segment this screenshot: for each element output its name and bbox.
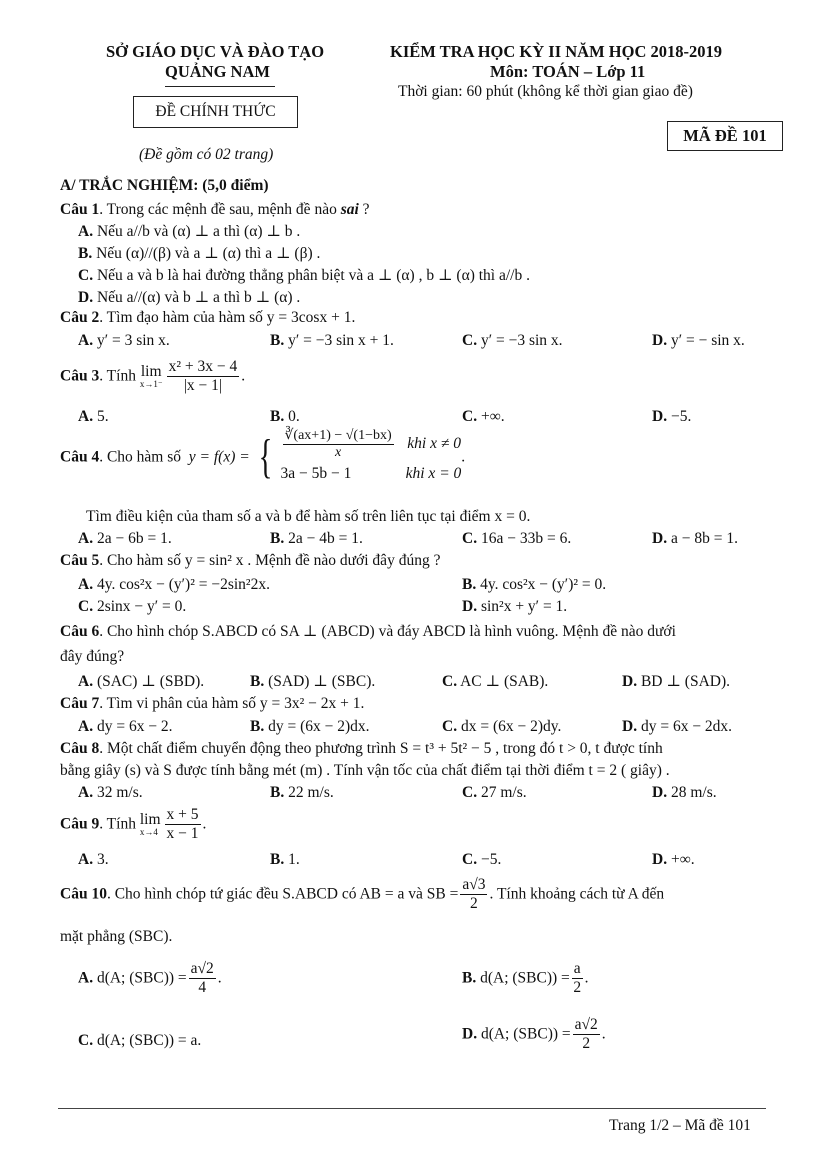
- question-4-option-c: C. 16a − 33b = 6.: [462, 530, 572, 547]
- question-4-task: Tìm điều kiện của tham số a và b để hàm số trên liên tục tại điểm x = 0.: [86, 508, 531, 525]
- province-name: QUẢNG NAM: [165, 62, 270, 81]
- page-footer: Trang 1/2 – Mã đề 101: [609, 1117, 751, 1134]
- question-5-option-d: D. sin²x + y′ = 1.: [462, 598, 568, 615]
- question-4-option-b: B. 2a − 4b = 1.: [270, 530, 363, 547]
- question-8-option-d: D. 28 m/s.: [652, 784, 717, 801]
- question-9-stem: Câu 9. Tính lim x→4 $\frac{x + 5}{x - 1}$ .: [60, 806, 207, 842]
- question-3-fraction: $\frac{\text{x² + 3x − 4}}{|x - 1|}$: [168, 358, 238, 394]
- question-10-option-b: B. d(A; (SBC)) = $\frac{a}{2}$ .: [462, 960, 589, 996]
- header-underline: [165, 86, 275, 87]
- question-6-stem-line1: Câu 6. Cho hình chóp S.ABCD có SA ⊥ (ABCD) và đáy ABCD là hình vuông. Mệnh đề nào dưới: [60, 623, 676, 640]
- question-3-option-b: B. 0.: [270, 408, 300, 425]
- question-10-option-a: A. d(A; (SBC)) = $\frac{a√2}{4}$ .: [78, 960, 222, 996]
- question-6-option-b: B. (SAD) ⊥ (SBC).: [250, 673, 376, 690]
- piecewise-cases: $\frac{∛(ax+1) - √(1-bx)}{x}$ khi x ≠ 0 3a − 5b − 1 khi x = 0: [280, 428, 462, 483]
- question-1-option-c: C. Nếu a và b là hai đường thẳng phân biệt và a ⊥ (α) , b ⊥ (α) thì a//b .: [78, 267, 530, 284]
- question-2-option-c: C. y′ = −3 sin x.: [462, 332, 563, 349]
- question-2-option-d: D. y′ = − sin x.: [652, 332, 745, 349]
- question-2-option-a: A. y′ = 3 sin x.: [78, 332, 170, 349]
- question-6-option-a: A. (SAC) ⊥ (SBD).: [78, 673, 205, 690]
- question-7-option-c: C. dx = (6x − 2)dy.: [442, 718, 562, 735]
- question-8-stem-line1: Câu 8. Một chất điểm chuyển động theo phương trình S = t³ + 5t² − 5 , trong đó t > 0, t được tính: [60, 740, 663, 757]
- footer-divider: [58, 1108, 766, 1109]
- piecewise-brace: {: [258, 430, 273, 484]
- question-8-option-a: A. 32 m/s.: [78, 784, 143, 801]
- question-9-option-d: D. +∞.: [652, 851, 695, 868]
- question-7-stem: Câu 7. Tìm vi phân của hàm số y = 3x² − 2x + 1.: [60, 695, 365, 712]
- question-3-stem: Câu 3. Tính lim x→1⁻ $\frac{\text{x² + 3x − 4}}{|x - 1|}$ .: [60, 358, 246, 394]
- question-6-option-d: D. BD ⊥ (SAD).: [622, 673, 731, 690]
- question-7-option-d: D. dy = 6x − 2dx.: [622, 718, 733, 735]
- pages-note: (Đề gồm có 02 trang): [139, 146, 274, 163]
- question-10-stem-line2: mặt phẳng (SBC).: [60, 928, 173, 945]
- question-10-option-c: C. d(A; (SBC)) = a.: [78, 1032, 202, 1049]
- section-title: A/ TRẮC NGHIỆM: (5,0 điểm): [60, 177, 269, 194]
- question-9-fraction: $\frac{x + 5}{x - 1}$: [166, 806, 199, 842]
- question-3-option-c: C. +∞.: [462, 408, 505, 425]
- department-name: SỞ GIÁO DỤC VÀ ĐÀO TẠO: [106, 42, 325, 61]
- question-4-option-d: D. a − 8b = 1.: [652, 530, 738, 547]
- exam-code-box: [667, 121, 783, 151]
- question-4-option-a: A. 2a − 6b = 1.: [78, 530, 172, 547]
- question-10-stem-line1: Câu 10. Cho hình chóp tứ giác đều S.ABCD có AB = a và SB = $\frac{a√3}{2}$ . Tính khoảng cách từ A đến: [60, 876, 665, 912]
- official-exam-box: [133, 96, 298, 128]
- question-6-stem-line2: đây đúng?: [60, 648, 125, 665]
- question-4-stem: Câu 4. Cho hàm số y = f(x) = { $\frac{∛(ax+1) - √(1-bx)}{x}$ khi x ≠ 0 3a − 5b − 1 khi x = 0 .: [60, 428, 465, 487]
- exam-code-label: MÃ ĐỀ 101: [683, 126, 767, 145]
- exam-title: KIỂM TRA HỌC KỲ II NĂM HỌC 2018-2019: [390, 42, 722, 61]
- question-2-option-b: B. y′ = −3 sin x + 1.: [270, 332, 394, 349]
- question-3-option-a: A. 5.: [78, 408, 109, 425]
- question-1-option-a: A. Nếu a//b và (α) ⊥ a thì (α) ⊥ b .: [78, 223, 301, 240]
- question-1-stem: Câu 1. Trong các mệnh đề sau, mệnh đề nào sai ?: [60, 201, 370, 218]
- question-7-option-b: B. dy = (6x − 2)dx.: [250, 718, 370, 735]
- question-3-option-d: D. −5.: [652, 408, 692, 425]
- question-6-option-c: C. AC ⊥ (SAB).: [442, 673, 549, 690]
- question-7-option-a: A. dy = 6x − 2.: [78, 718, 173, 735]
- question-5-option-c: C. 2sinx − y′ = 0.: [78, 598, 187, 615]
- question-8-option-c: C. 27 m/s.: [462, 784, 527, 801]
- question-5-stem: Câu 5. Cho hàm số y = sin² x . Mệnh đề nào dưới đây đúng ?: [60, 552, 441, 569]
- exam-time: Thời gian: 60 phút (không kể thời gian giao đề): [398, 83, 693, 100]
- question-9-option-a: A. 3.: [78, 851, 109, 868]
- question-1-option-d: D. Nếu a//(α) và b ⊥ a thì b ⊥ (α) .: [78, 289, 301, 306]
- question-10-option-d: D. d(A; (SBC)) = $\frac{a√2}{2}$ .: [462, 1016, 606, 1052]
- exam-subject: Môn: TOÁN – Lớp 11: [490, 62, 646, 81]
- question-5-option-a: A. 4y. cos²x − (y′)² = −2sin²2x.: [78, 576, 270, 593]
- question-8-option-b: B. 22 m/s.: [270, 784, 334, 801]
- question-5-option-b: B. 4y. cos²x − (y′)² = 0.: [462, 576, 607, 593]
- question-1-option-b: B. Nếu (α)//(β) và a ⊥ (α) thì a ⊥ (β) .: [78, 245, 321, 262]
- question-8-stem-line2: bằng giây (s) và S được tính bằng mét (m) . Tính vận tốc của chất điểm tại thời điểm t = 2 ( giây) .: [60, 762, 670, 779]
- limit-operator: lim x→1⁻: [139, 363, 163, 389]
- question-9-option-c: C. −5.: [462, 851, 502, 868]
- question-9-option-b: B. 1.: [270, 851, 300, 868]
- official-exam-label: ĐỀ CHÍNH THỨC: [155, 103, 276, 120]
- limit-operator: lim x→4: [139, 811, 161, 837]
- question-2-stem: Câu 2. Tìm đạo hàm của hàm số y = 3cosx + 1.: [60, 309, 356, 326]
